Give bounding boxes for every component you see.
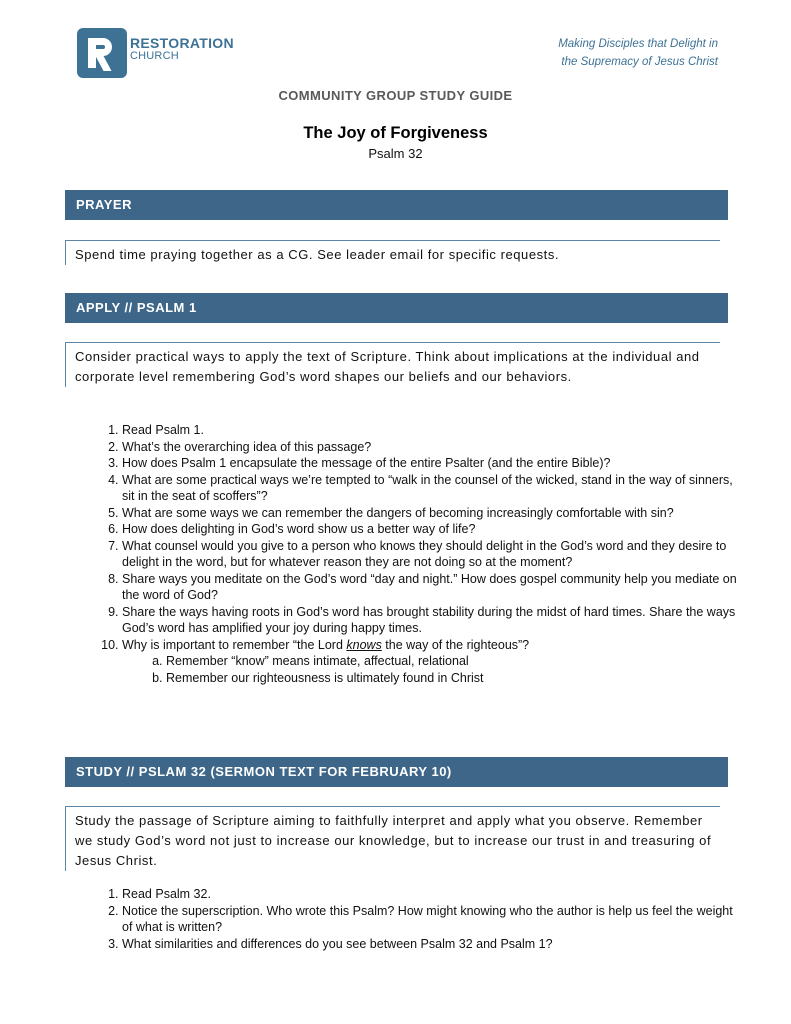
question-text: Why is important to remember “the Lord <box>122 637 347 652</box>
tagline-line-2: the Supremacy of Jesus Christ <box>561 56 718 68</box>
section-heading-apply: APPLY // PSALM 1 <box>65 293 728 323</box>
logo-wordmark <box>130 36 234 62</box>
section-heading-study: STUDY // PSLAM 32 (SERMON TEXT FOR FEBRUARY 10) <box>65 757 728 787</box>
list-item <box>122 637 742 687</box>
page-subtitle: Psalm 32 <box>368 146 423 161</box>
list-item: 1. Read Psalm 32. <box>122 886 742 903</box>
list-item: 5. What are some ways we can remember the dangers of becoming increasingly comfortable with sin? <box>122 505 742 522</box>
list-item: 4. What are some practical ways we’re tempted to “walk in the counsel of the wicked, stand in the way of sinners, sit in the seat of scoffers”? <box>122 472 742 505</box>
logo-line-2: CHURCH <box>130 50 179 62</box>
list-item: 8. Share ways you meditate on the God’s word “day and night.” How does gospel community help you mediate on the word of God? <box>122 571 742 604</box>
list-item: 3. How does Psalm 1 encapsulate the message of the entire Psalter (and the entire Bible)? <box>122 455 742 472</box>
list-item: 9. Share the ways having roots in God’s word has brought stability during the midst of hard times. Share the ways God’s word has amplified your joy during happy times. <box>122 604 742 637</box>
apply-intro: Consider practical ways to apply the text of Scripture. Think about implications at the individual and corporate level remembering God’s word shapes our beliefs and our behaviors. <box>65 342 720 387</box>
emphasized-word: knows <box>346 637 382 652</box>
church-logo <box>77 28 234 78</box>
question-text: the way of the righteous”? <box>381 637 530 652</box>
logo-line-1: RESTORATION <box>130 35 234 51</box>
prayer-text: Spend time praying together as a CG. See leader email for specific requests. <box>65 240 720 265</box>
list-item: 1. Read Psalm 1. <box>122 422 742 439</box>
sub-list <box>122 653 742 686</box>
guide-title: COMMUNITY GROUP STUDY GUIDE <box>278 88 513 103</box>
study-question-list <box>96 886 742 952</box>
study-intro: Study the passage of Scripture aiming to faithfully interpret and apply what you observe. Remember we study God’s word not just to increase our knowledge, but to increase our trust in and treasuring of Jesus Christ. <box>65 806 720 871</box>
sub-list-item: b. Remember our righteousness is ultimately found in Christ <box>166 670 742 687</box>
list-item: 3. What similarities and differences do you see between Psalm 32 and Psalm 1? <box>122 936 742 953</box>
r-logo-icon <box>77 28 127 78</box>
section-heading-prayer: PRAYER <box>65 190 728 220</box>
page-title: The Joy of Forgiveness <box>303 124 488 142</box>
apply-question-list <box>96 422 742 686</box>
list-item: 2. What’s the overarching idea of this passage? <box>122 439 742 456</box>
list-item: 2. Notice the superscription. Who wrote this Psalm? How might knowing who the author is help us feel the weight of what is written? <box>122 903 742 936</box>
tagline <box>558 35 718 71</box>
list-item: 7. What counsel would you give to a person who knows they should delight in the God’s word and they desire to delight in the word, but for whatever reason they are not doing so at the moment? <box>122 538 742 571</box>
sub-list-item: a. Remember “know” means intimate, affectual, relational <box>166 653 742 670</box>
list-item: 6. How does delighting in God’s word show us a better way of life? <box>122 521 742 538</box>
tagline-line-1: Making Disciples that Delight in <box>558 38 718 50</box>
